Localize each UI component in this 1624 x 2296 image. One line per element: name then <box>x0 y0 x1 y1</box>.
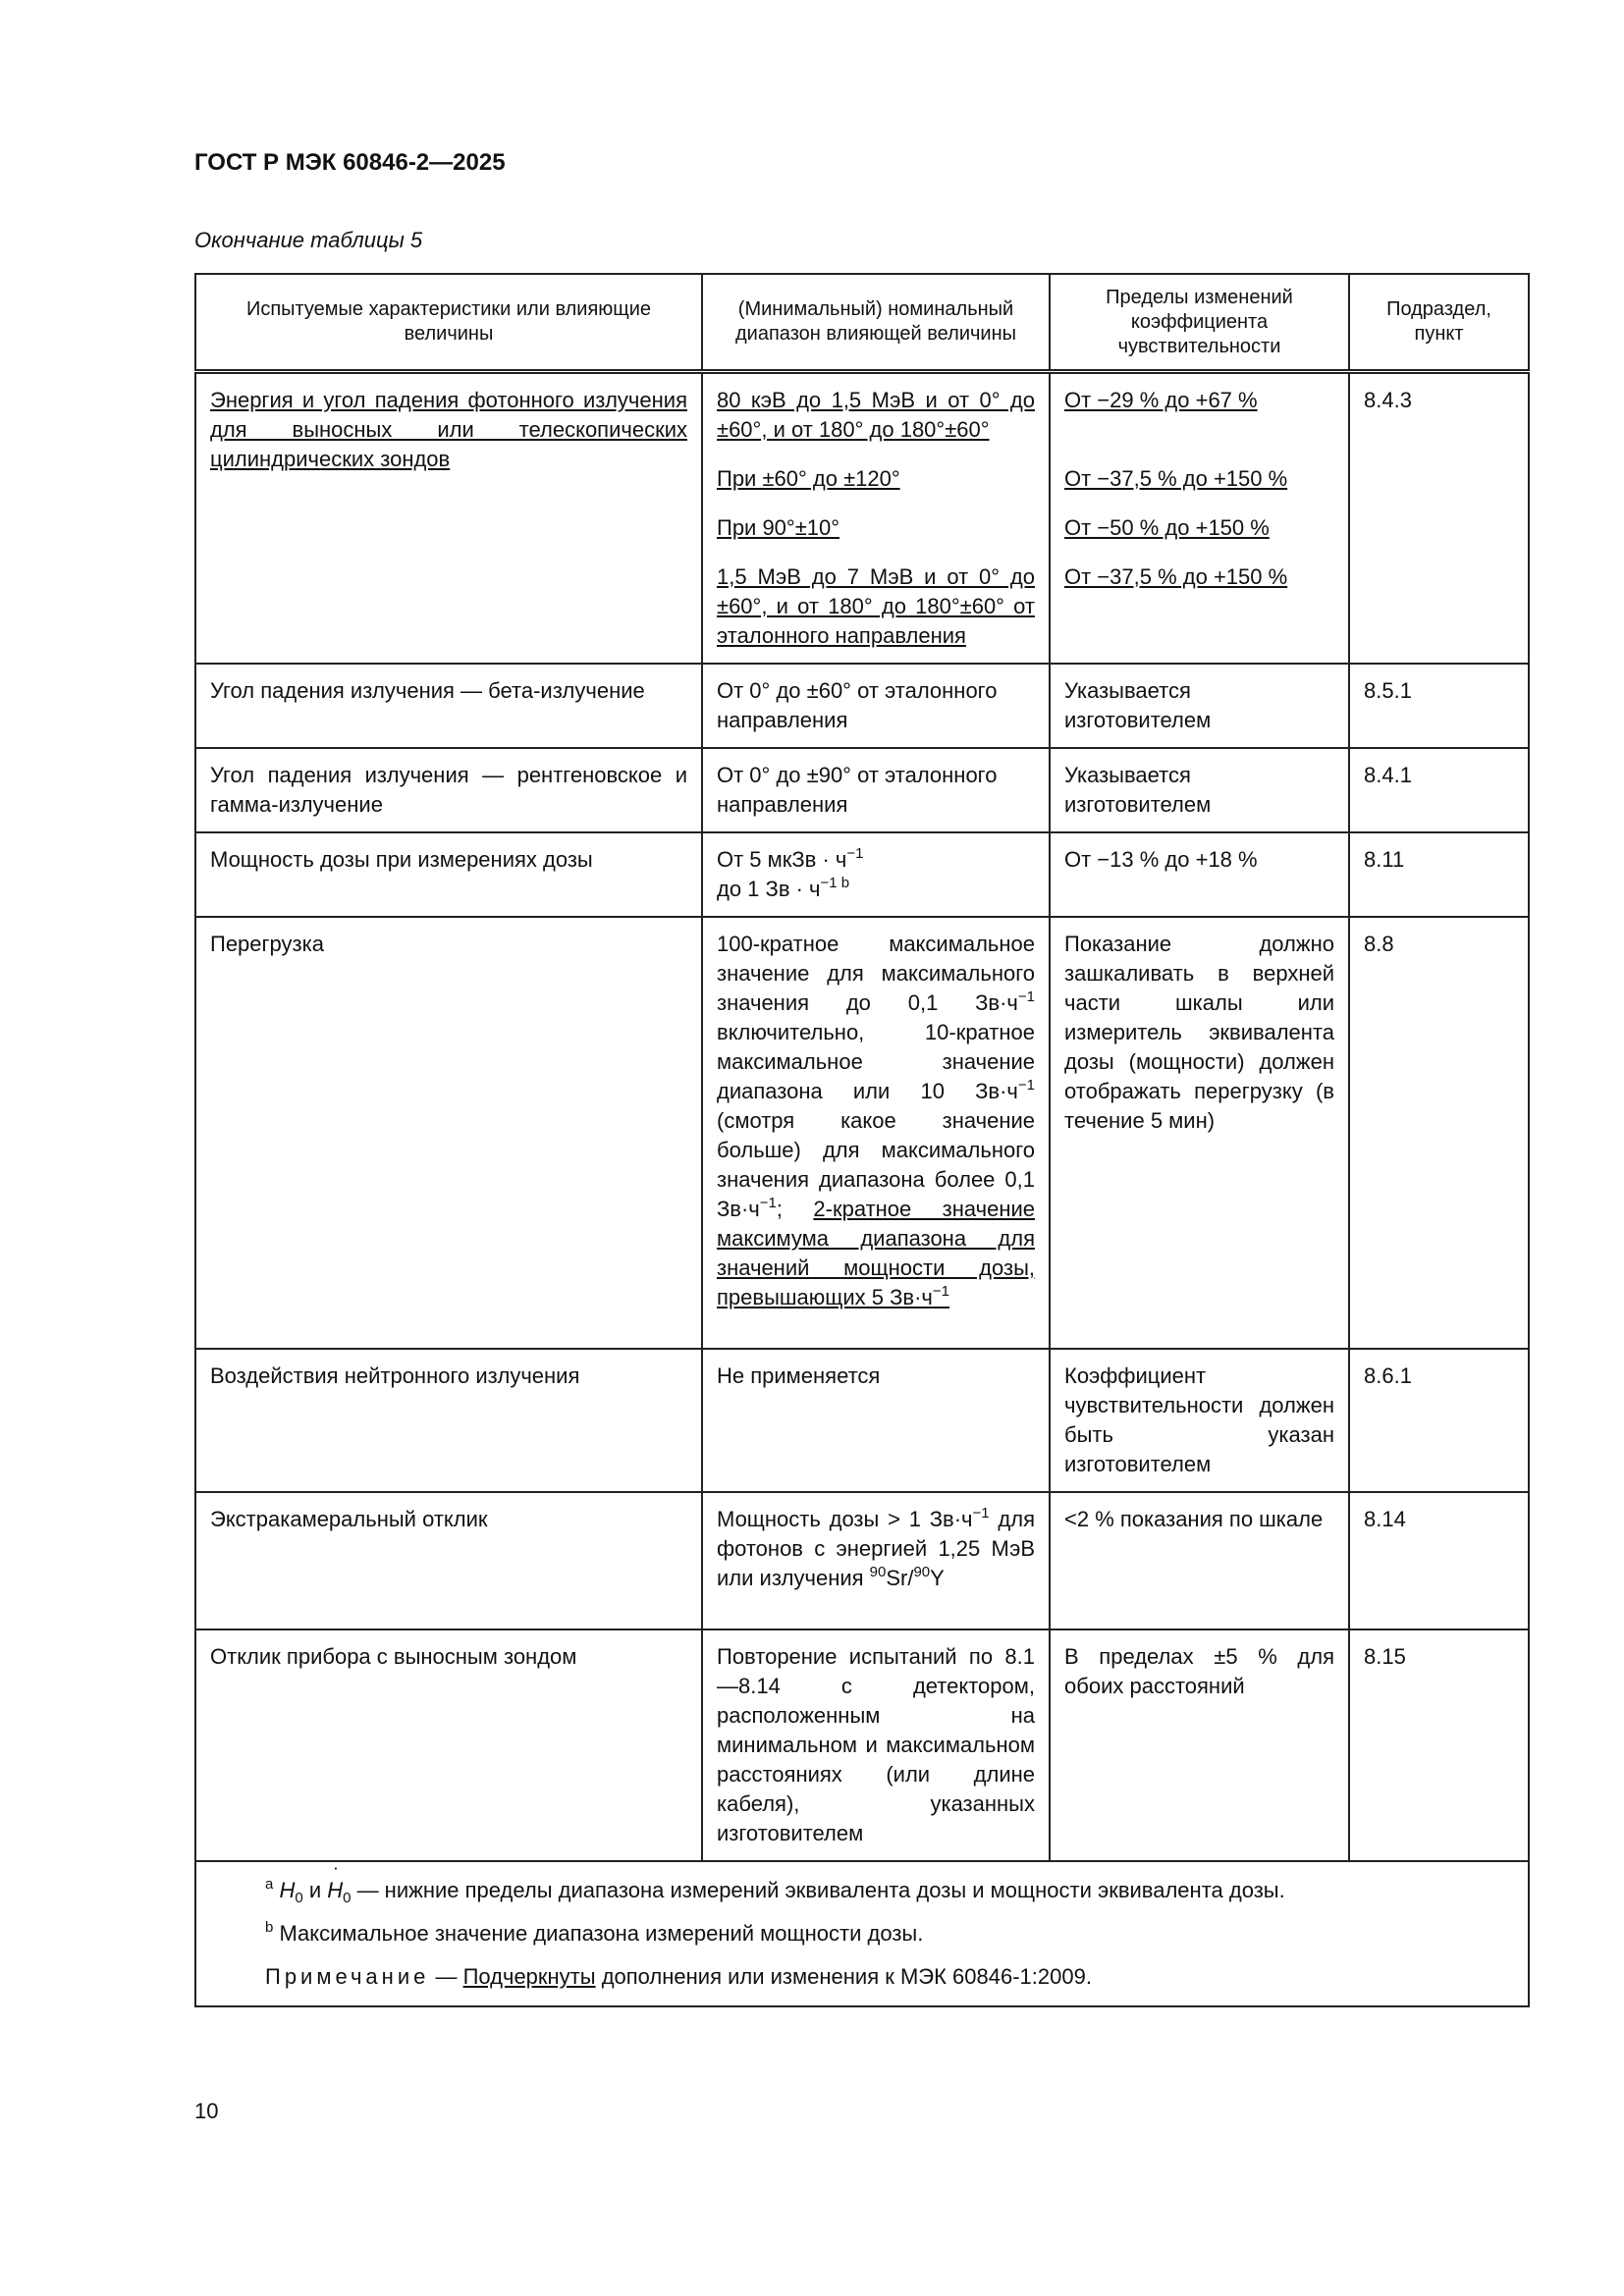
superscript: −1 b <box>820 875 850 891</box>
footnote-mark: a <box>265 1876 274 1893</box>
range-line: 80 кэВ до 1,5 МэВ и от 0° до ±60°, и от 180° до 180°±60° <box>717 388 1035 442</box>
subscript: 0 <box>295 1890 303 1906</box>
superscript: −1 <box>1017 988 1035 1005</box>
limit-line: От −37,5 % до +150 % <box>1064 466 1288 491</box>
element-symbol: Sr/ <box>886 1566 914 1590</box>
table-5 <box>194 273 1530 2007</box>
cell-limits: <2 % показания по шкале <box>1050 1492 1349 1629</box>
table-row <box>195 917 1529 1349</box>
limit-line: От −29 % до +67 % <box>1064 388 1258 412</box>
page-number: 10 <box>194 2099 219 2123</box>
note-text: — <box>429 1964 463 1989</box>
footnote-text: и <box>302 1878 328 1902</box>
column-header-range: (Минимальный) номинальный диапазон влияющей величины <box>702 274 1050 372</box>
cell-range: Повторение испытаний по 8.1—8.14 с детектором, расположенным на минимальном и максимальном расстояниях (или длине кабеля), указанных изготовителем <box>702 1629 1050 1861</box>
range-text: От 5 мкЗв · ч <box>717 847 847 872</box>
range-text-underlined <box>717 1197 1035 1309</box>
symbol-h-dot: ˙ H <box>327 1876 343 1905</box>
footnotes-row <box>195 1861 1529 2006</box>
footnote-text: Максимальное значение диапазона измерений мощности дозы. <box>273 1921 924 1946</box>
cell-clause: 8.15 <box>1349 1629 1529 1861</box>
cell-characteristic: Угол падения излучения — рентгеновское и гамма-излучение <box>195 748 702 832</box>
note-label: Примечание <box>265 1964 430 1989</box>
range-text: Мощность дозы > 1 Зв·ч <box>717 1507 973 1531</box>
cell-characteristic: Воздействия нейтронного излучения <box>195 1349 702 1492</box>
superscript: −1 <box>846 845 864 862</box>
range-text: включительно, 10-кратное максимальное значение диапазона или 10 Зв·ч <box>717 1020 1035 1103</box>
column-header-clause: Подраздел, пункт <box>1349 274 1529 372</box>
cell-limits: Показание должно зашкаливать в верхней части шкалы или измеритель эквивалента дозы (мощности) должен отображать перегрузку (в течение 5 мин) <box>1050 917 1349 1349</box>
note-underlined: Подчеркнуты <box>462 1964 596 1989</box>
superscript: −1 <box>932 1283 949 1300</box>
cell-characteristic: Отклик прибора с выносным зондом <box>195 1629 702 1861</box>
cell-characteristic: Мощность дозы при измерениях дозы <box>195 832 702 917</box>
range-text: 2-кратное значение максимума диапазона для значений мощности дозы, превышающих 5 Зв·ч <box>717 1197 1035 1309</box>
superscript: −1 <box>972 1505 990 1522</box>
symbol-h: H <box>279 1878 296 1902</box>
footnote-a <box>265 1876 1514 1905</box>
table-row <box>195 664 1529 748</box>
cell-clause: 8.14 <box>1349 1492 1529 1629</box>
cell-clause: 8.4.1 <box>1349 748 1529 832</box>
range-line <box>717 875 1035 904</box>
table-row <box>195 832 1529 917</box>
table-row <box>195 1629 1529 1861</box>
range-line <box>717 845 1035 875</box>
cell-range <box>702 1492 1050 1629</box>
range-line: При 90°±10° <box>717 515 840 540</box>
range-text: (смотря какое значение больше) для максимального значения диапазона более 0,1 Зв·ч <box>717 1108 1035 1221</box>
table-note <box>265 1962 1514 1992</box>
table-caption: Окончание таблицы 5 <box>194 228 423 252</box>
table-row <box>195 1492 1529 1629</box>
cell-characteristic: Экстракамеральный отклик <box>195 1492 702 1629</box>
cell-limits: От −13 % до +18 % <box>1050 832 1349 917</box>
column-header-limits: Пределы изменений коэффициента чувствительности <box>1050 274 1349 372</box>
cell-clause: 8.8 <box>1349 917 1529 1349</box>
cell-limits: Указывается изготовителем <box>1050 748 1349 832</box>
cell-range: Не применяется <box>702 1349 1050 1492</box>
cell-clause: 8.6.1 <box>1349 1349 1529 1492</box>
cell-characteristic: Энергия и угол падения фотонного излучения для выносных или телескопических цилиндрических зондов <box>195 372 702 665</box>
cell-clause: 8.4.3 <box>1349 372 1529 665</box>
cell-characteristic: Угол падения излучения — бета-излучение <box>195 664 702 748</box>
limit-line: От −37,5 % до +150 % <box>1064 564 1288 589</box>
range-text: 100-кратное максимальное значение для максимального значения до 0,1 Зв·ч <box>717 932 1035 1015</box>
range-text: до 1 Зв · ч <box>717 877 821 901</box>
cell-range <box>702 372 1050 665</box>
range-line: 1,5 МэВ до 7 МэВ и от 0° до ±60°, и от 180° до 180°±60° от эталонного направления <box>717 564 1035 648</box>
cell-limits: Указывается изготовителем <box>1050 664 1349 748</box>
cell-range: От 0° до ±60° от эталонного направления <box>702 664 1050 748</box>
footnote-text: — нижние пределы диапазона измерений эквивалента дозы и мощности эквивалента дозы. <box>351 1878 1285 1902</box>
isotope-mass: 90 <box>913 1564 931 1580</box>
range-line: При ±60° до ±120° <box>717 466 900 491</box>
superscript: −1 <box>1017 1077 1035 1094</box>
range-text: для фотонов с энергией 1,25 МэВ или излучения <box>717 1507 1035 1590</box>
superscript: −1 <box>759 1195 777 1211</box>
footnote-b <box>265 1919 1514 1949</box>
isotope-mass: 90 <box>869 1564 887 1580</box>
range-text: ; <box>776 1197 783 1221</box>
element-symbol: Y <box>930 1566 945 1590</box>
limit-line: От −50 % до +150 % <box>1064 515 1270 540</box>
cell-characteristic: Перегрузка <box>195 917 702 1349</box>
subscript: 0 <box>343 1890 352 1906</box>
footnote-mark: b <box>265 1919 274 1936</box>
table-header-row <box>195 274 1529 372</box>
table-row <box>195 1349 1529 1492</box>
cell-range: От 0° до ±90° от эталонного направления <box>702 748 1050 832</box>
cell-limits: В пределах ±5 % для обоих расстояний <box>1050 1629 1349 1861</box>
table-row <box>195 372 1529 665</box>
cell-range <box>702 917 1050 1349</box>
cell-limits <box>1050 372 1349 665</box>
table-row <box>195 748 1529 832</box>
column-header-characteristic: Испытуемые характеристики или влияющие величины <box>195 274 702 372</box>
note-text: дополнения или изменения к МЭК 60846-1:2009. <box>595 1964 1092 1989</box>
document-title: ГОСТ Р МЭК 60846-2—2025 <box>194 149 506 176</box>
cell-limits: Коэффициент чувствительности должен быть указан изготовителем <box>1050 1349 1349 1492</box>
cell-clause: 8.5.1 <box>1349 664 1529 748</box>
cell-range <box>702 832 1050 917</box>
footnotes-cell <box>195 1861 1529 2006</box>
cell-clause: 8.11 <box>1349 832 1529 917</box>
